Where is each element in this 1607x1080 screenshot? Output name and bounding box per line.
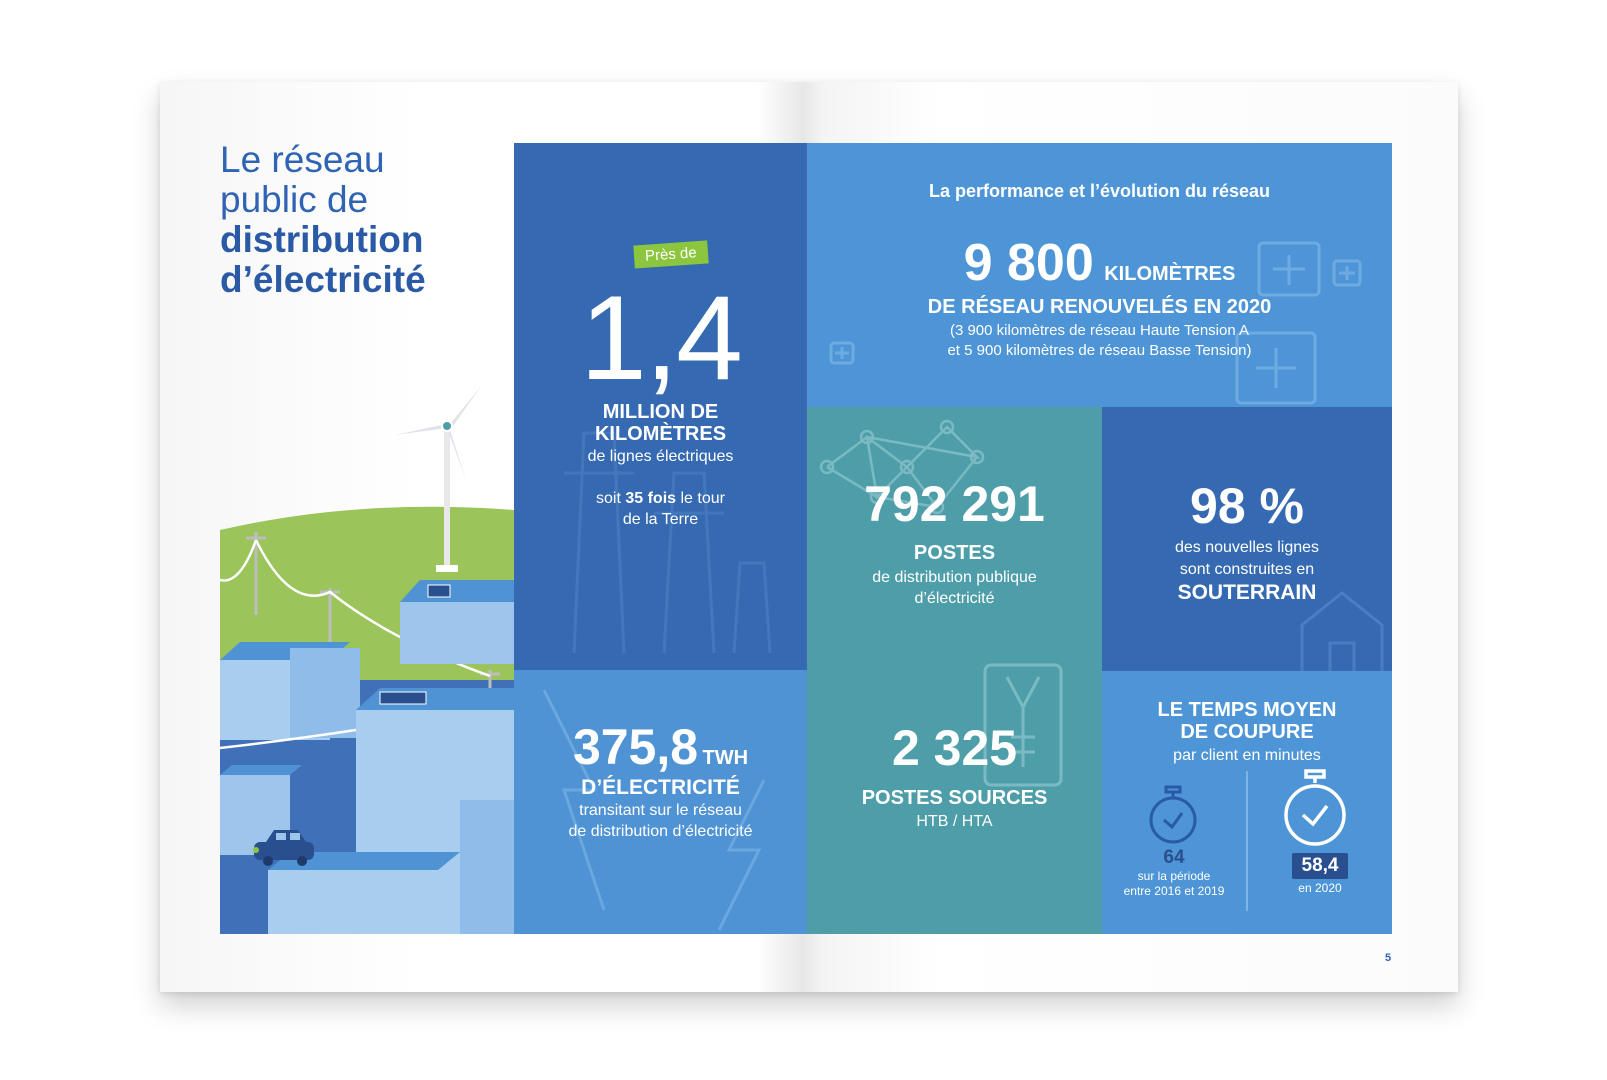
- renewed-km: [807, 233, 1392, 293]
- panel-outage-time: [1102, 671, 1392, 934]
- stopwatch-icon: [1148, 785, 1198, 845]
- energy-value: 375,8: [572, 719, 699, 775]
- outage-title-1: LE TEMPS MOYEN: [1157, 699, 1337, 721]
- energy-label: D’ÉLECTRICITÉ: [581, 776, 740, 799]
- solar-panel-icon: [428, 585, 450, 597]
- outage-right-desc: en 2020: [1298, 881, 1342, 895]
- renewed-km-detail-2: et 5 900 kilomètres de réseau Basse Tension): [947, 342, 1252, 359]
- panel-network-length: [514, 143, 807, 670]
- outage-left: [1102, 847, 1246, 899]
- earth-comparison-line2: de la Terre: [622, 511, 699, 528]
- page-number: 5: [1385, 952, 1392, 964]
- renewed-km-detail-1: (3 900 kilomètres de réseau Haute Tension A: [949, 322, 1250, 339]
- outage-subtitle: par client en minutes: [1173, 747, 1321, 764]
- energy-unit: TWH: [702, 747, 749, 769]
- sources-desc: HTB / HTA: [916, 813, 993, 830]
- renewed-km-unit: KILOMÈTRES: [1104, 263, 1236, 285]
- title-line-1: Le réseau: [220, 139, 385, 180]
- stopwatch-icon: [1282, 769, 1348, 847]
- panel-substations: [807, 407, 1102, 934]
- energy-desc-1: transitant sur le réseau: [579, 802, 742, 819]
- panel-performance: [807, 143, 1392, 407]
- solar-panel-icon: [380, 692, 426, 704]
- outage-left-desc-1: sur la période: [1137, 869, 1211, 883]
- outage-title-2: DE COUPURE: [1180, 721, 1314, 743]
- page-title: [220, 140, 426, 300]
- renewed-km-label: DE RÉSEAU RENOUVELÉS EN 2020: [927, 296, 1272, 318]
- postes-desc-2: d’électricité: [914, 590, 995, 607]
- energy-desc-2: de distribution d’électricité: [568, 823, 753, 840]
- title-line-3: distribution: [220, 219, 424, 260]
- title-line-2: public de: [220, 179, 369, 220]
- performance-heading: La performance et l’évolution du réseau: [928, 181, 1271, 201]
- panel-energy: [514, 670, 807, 934]
- network-length-desc: de lignes électriques: [587, 448, 734, 465]
- underground-desc-2: sont construites en: [1179, 561, 1315, 578]
- title-line-4: d’électricité: [220, 259, 426, 300]
- approx-badge: Près de: [633, 240, 708, 268]
- outage-left-value: 64: [1163, 847, 1185, 868]
- outage-right: [1248, 853, 1392, 896]
- postes-desc-1: de distribution publique: [872, 569, 1037, 586]
- city-grid-illustration: [220, 380, 514, 934]
- renewed-km-value: 9 800: [963, 234, 1094, 292]
- underground-desc-1: des nouvelles lignes: [1174, 539, 1320, 556]
- earth-comparison-pre: soit: [596, 490, 626, 507]
- network-length-unit-1: MILLION DE: [602, 401, 719, 423]
- sources-value: 2 325: [891, 720, 1018, 776]
- underground-value: 98 %: [1190, 478, 1304, 534]
- postes-value: 792 291: [864, 476, 1045, 532]
- earth-comparison-bold: 35 fois: [625, 490, 677, 507]
- postes-label: POSTES: [913, 542, 996, 564]
- earth-comparison: [514, 488, 807, 509]
- outage-right-value: 58,4: [1292, 853, 1349, 879]
- energy-figure: [514, 718, 807, 776]
- underground-label: SOUTERRAIN: [1177, 581, 1317, 604]
- sources-label: POSTES SOURCES: [861, 787, 1048, 809]
- earth-comparison-post: le tour: [676, 490, 725, 507]
- network-length-value: 1,4: [580, 271, 741, 405]
- outage-left-desc-2: entre 2016 et 2019: [1123, 884, 1225, 898]
- network-length-unit-2: KILOMÈTRES: [594, 423, 727, 445]
- panel-underground: [1102, 407, 1392, 671]
